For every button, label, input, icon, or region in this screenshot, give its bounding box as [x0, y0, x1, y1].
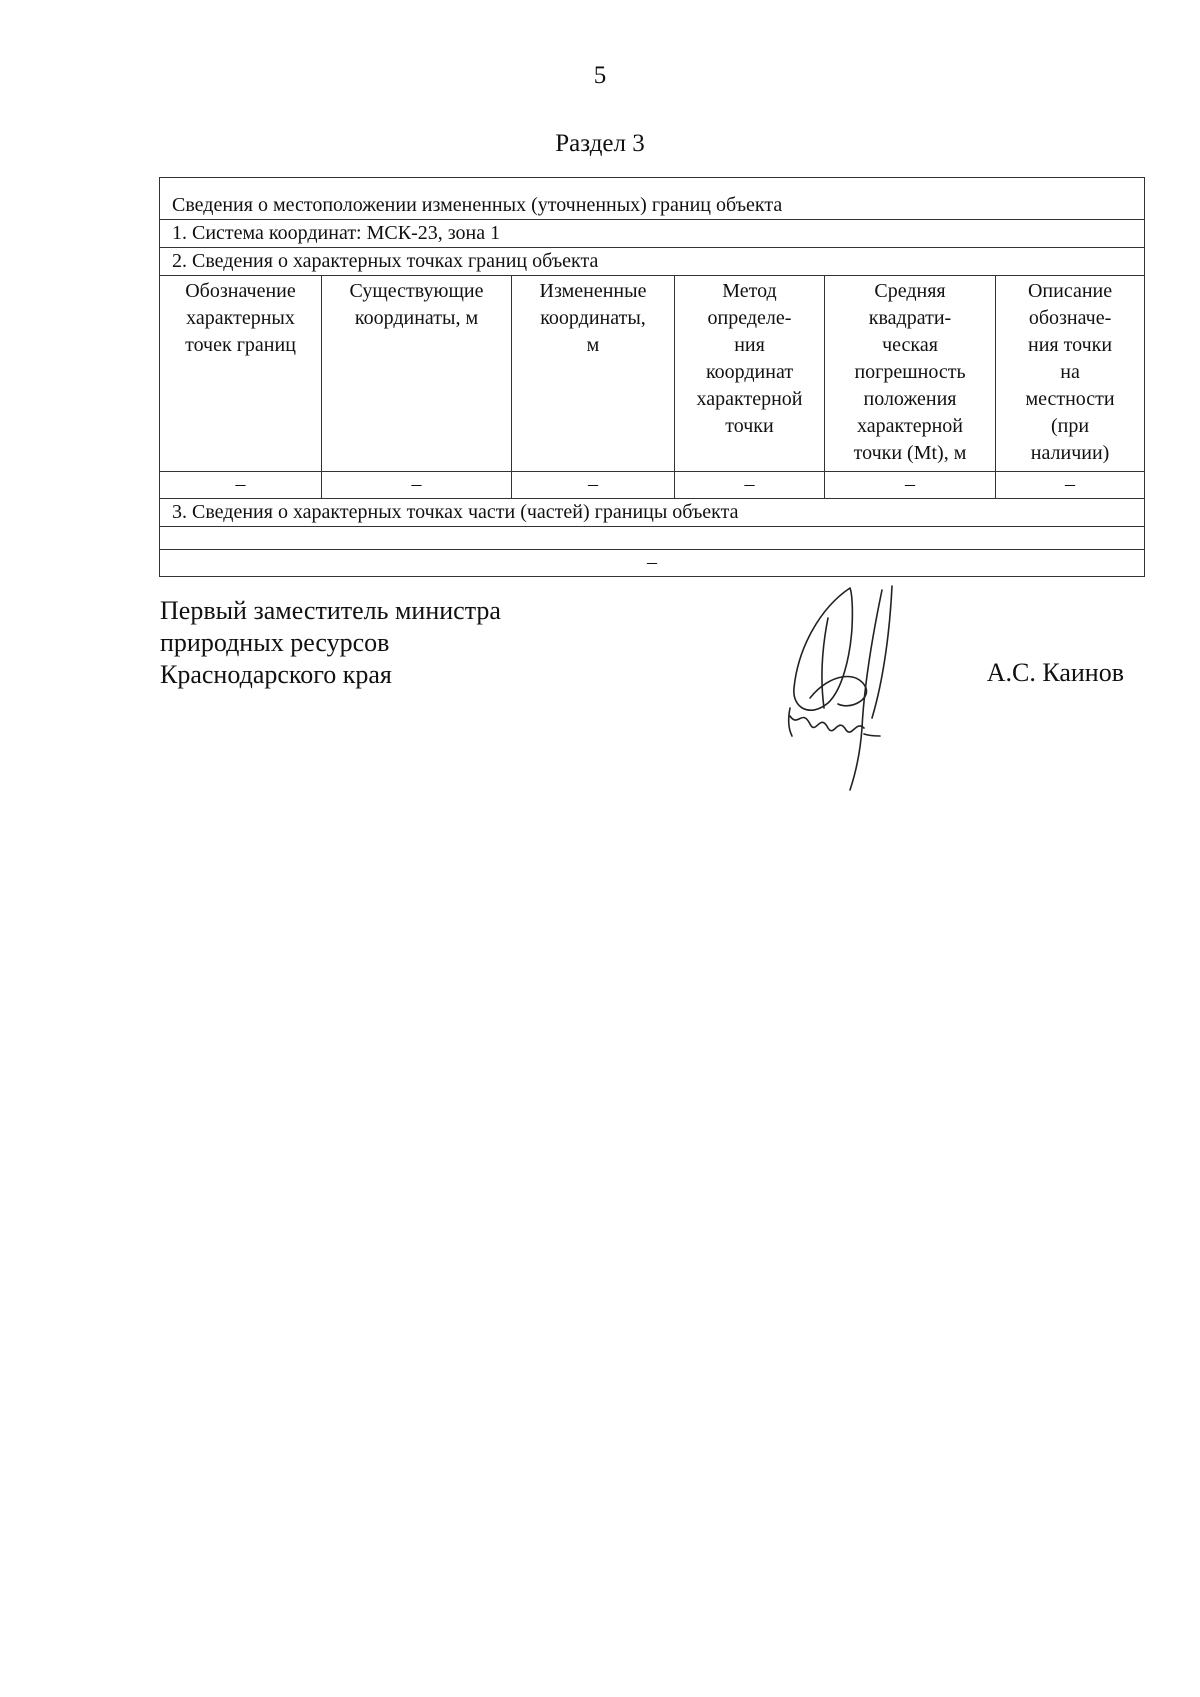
- boundary-info-table: [159, 177, 1145, 577]
- column-header-point-designation: [160, 276, 322, 472]
- header-line: координаты, м: [354, 307, 479, 329]
- header-line: погрешность: [854, 361, 966, 383]
- table-row: [160, 472, 1145, 499]
- handwritten-signature: [780, 578, 930, 793]
- column-header-changed-coordinates: [512, 276, 675, 472]
- coordinate-system: 1. Система координат: МСК-23, зона 1: [160, 220, 1145, 248]
- header-line: местности: [1025, 388, 1115, 410]
- table-title: Сведения о местоположении измененных (уточненных) границ объекта: [160, 178, 1145, 220]
- header-line: Средняя: [874, 280, 946, 302]
- table-cell: –: [675, 472, 825, 499]
- table-cell: –: [512, 472, 675, 499]
- column-header-mean-square-error: [825, 276, 996, 472]
- signer-name: А.С. Каинов: [986, 658, 1124, 687]
- header-line: точки: [725, 415, 774, 437]
- section-title: Раздел 3: [555, 130, 645, 157]
- table-cell: –: [160, 472, 322, 499]
- header-line: ческая: [882, 334, 938, 356]
- column-header-point-description: [996, 276, 1145, 472]
- position-line: Краснодарского края: [160, 660, 392, 689]
- header-line: Метод: [722, 280, 777, 302]
- header-line: Существующие: [349, 280, 484, 302]
- table-cell: –: [996, 472, 1145, 499]
- table-spacer-row: [160, 527, 1145, 550]
- position-line: природных ресурсов: [160, 628, 390, 657]
- header-line: координат: [705, 361, 794, 383]
- page-number: 5: [593, 62, 607, 89]
- table-header-row: [160, 276, 1145, 472]
- header-line: характерной: [696, 388, 803, 410]
- column-header-method: [675, 276, 825, 472]
- header-line: определе-: [707, 307, 792, 329]
- table-cell: –: [322, 472, 512, 499]
- header-line: характерных: [186, 307, 295, 329]
- header-line: Измененные: [539, 280, 647, 302]
- header-line: наличии): [1030, 442, 1110, 464]
- header-line: положения: [863, 388, 957, 410]
- header-line: характерной: [857, 415, 963, 437]
- header-line: обозначе-: [1028, 307, 1112, 329]
- position-line: Первый заместитель министра: [160, 596, 501, 625]
- table-cell: –: [825, 472, 996, 499]
- header-line: на: [1060, 361, 1080, 383]
- parts-heading: 3. Сведения о характерных точках части (частей) границы объекта: [160, 499, 1145, 527]
- header-line: Обозначение: [185, 280, 296, 302]
- header-line: точки (Mt), м: [853, 442, 967, 464]
- parts-value: –: [160, 550, 1145, 577]
- header-line: Описание: [1027, 280, 1113, 302]
- header-line: точек границ: [185, 334, 296, 356]
- header-line: координаты,: [540, 307, 646, 329]
- header-line: ния: [734, 334, 765, 356]
- header-line: ния точки: [1028, 334, 1113, 356]
- column-header-existing-coordinates: [322, 276, 512, 472]
- signatory-position: [160, 595, 501, 691]
- points-heading: 2. Сведения о характерных точках границ объекта: [160, 248, 1145, 276]
- header-line: (при: [1051, 415, 1090, 437]
- header-line: м: [586, 334, 600, 356]
- header-line: квадрати-: [868, 307, 952, 329]
